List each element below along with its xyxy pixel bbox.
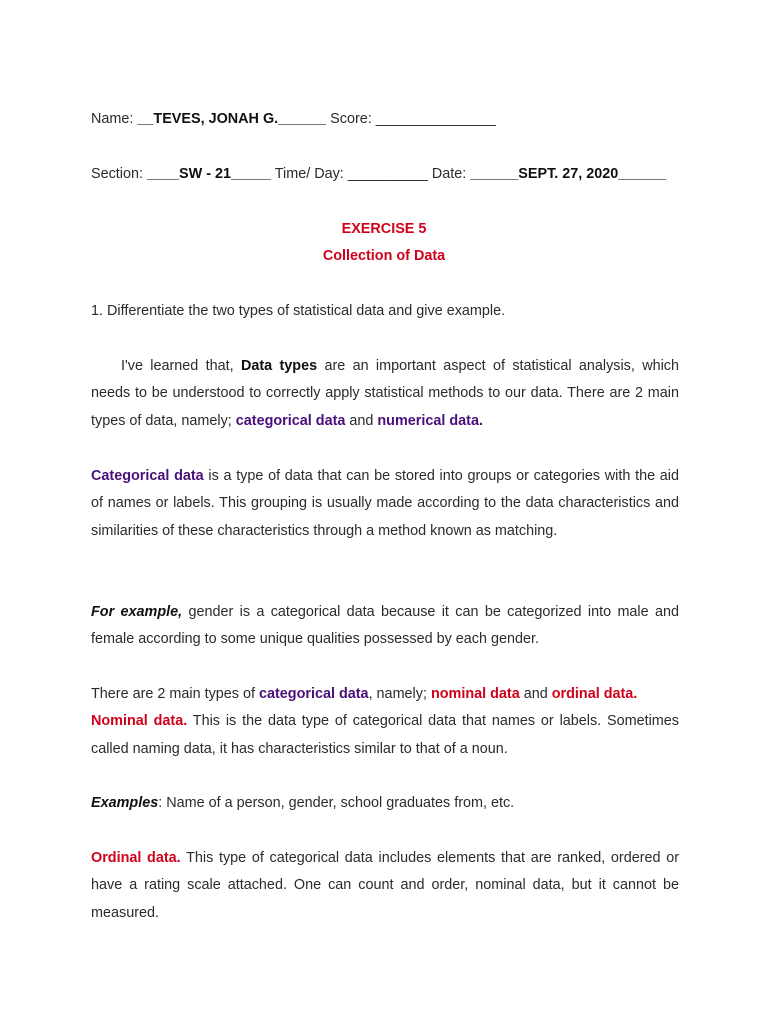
p1-text-1: I've learned that, xyxy=(121,358,241,374)
question-1: 1. Differentiate the two types of statistical data and give example. xyxy=(91,303,506,319)
score-label: Score: xyxy=(326,111,376,127)
p6-text-1: This type of categorical data includes elements that are ranked, ordered or have a rating scale attached. One can count and order, nominal data, but it cannot be measured. xyxy=(91,850,679,921)
term-nominal-data: nominal data xyxy=(430,686,520,702)
section-time-date-line xyxy=(91,166,666,182)
paragraph-data-types xyxy=(91,353,679,435)
name-label: Name: xyxy=(91,111,138,127)
name-score-line xyxy=(91,111,496,127)
timeday-value: __________ xyxy=(347,166,428,182)
exercise-subtitle: Collection of Data xyxy=(322,248,446,264)
section-value: ____SW - 21_____ xyxy=(147,166,272,182)
p4-text-4: This is the data type of categorical data that names or labels. Sometimes called naming data, it has characteristics similar to that of a noun. xyxy=(91,713,679,757)
term-nominal-data-heading: Nominal data. xyxy=(91,713,188,730)
term-categorical-data: categorical data xyxy=(235,412,346,429)
exercise-title: EXERCISE 5 xyxy=(341,221,427,237)
p5-text-1: : Name of a person, gender, school graduates from, etc. xyxy=(158,795,515,811)
paragraph-for-example xyxy=(91,599,679,654)
paragraph-types-of-categorical xyxy=(91,681,679,763)
term-ordinal-data: ordinal data. xyxy=(551,686,638,702)
student-name: __TEVES, JONAH G.______ xyxy=(137,111,327,127)
p4-text-1: There are 2 main types of xyxy=(91,686,259,702)
score-value: _______________ xyxy=(375,111,496,127)
date-label: Date: xyxy=(427,166,471,182)
section-label: Section: xyxy=(91,166,147,182)
p3-text-1: gender is a categorical data because it can be categorized into male and female according to some unique qualities possessed by each gender. xyxy=(91,604,679,648)
term-examples: Examples xyxy=(91,795,159,811)
timeday-label: Time/ Day: xyxy=(271,166,348,182)
paragraph-ordinal-data xyxy=(91,845,679,927)
p4-text-2: , namely; xyxy=(368,686,431,702)
term-ordinal-data-heading: Ordinal data. xyxy=(91,850,181,866)
term-for-example: For example, xyxy=(91,604,183,620)
term-numerical-data: numerical data. xyxy=(377,412,483,429)
p2-text-1: is a type of data that can be stored into groups or categories with the aid of names or labels. This grouping is usually made according to the data characteristics and similarities of these characteristics through a method known as matching. xyxy=(91,468,679,539)
date-value: ______SEPT. 27, 2020______ xyxy=(470,166,667,182)
p1-text-2: are an important aspect of statistical analysis, which needs to be understood to correctly apply statistical methods to our data. There are 2 main types of data, namely; xyxy=(91,358,679,429)
term-data-types: Data types xyxy=(240,358,318,374)
paragraph-examples xyxy=(91,790,679,817)
p4-text-3: and xyxy=(519,686,552,702)
p1-text-3: and xyxy=(345,412,378,429)
term-categorical-data-2: categorical data xyxy=(258,686,369,702)
term-categorical-data-heading: Categorical data xyxy=(91,468,204,484)
paragraph-categorical-data xyxy=(91,463,679,545)
